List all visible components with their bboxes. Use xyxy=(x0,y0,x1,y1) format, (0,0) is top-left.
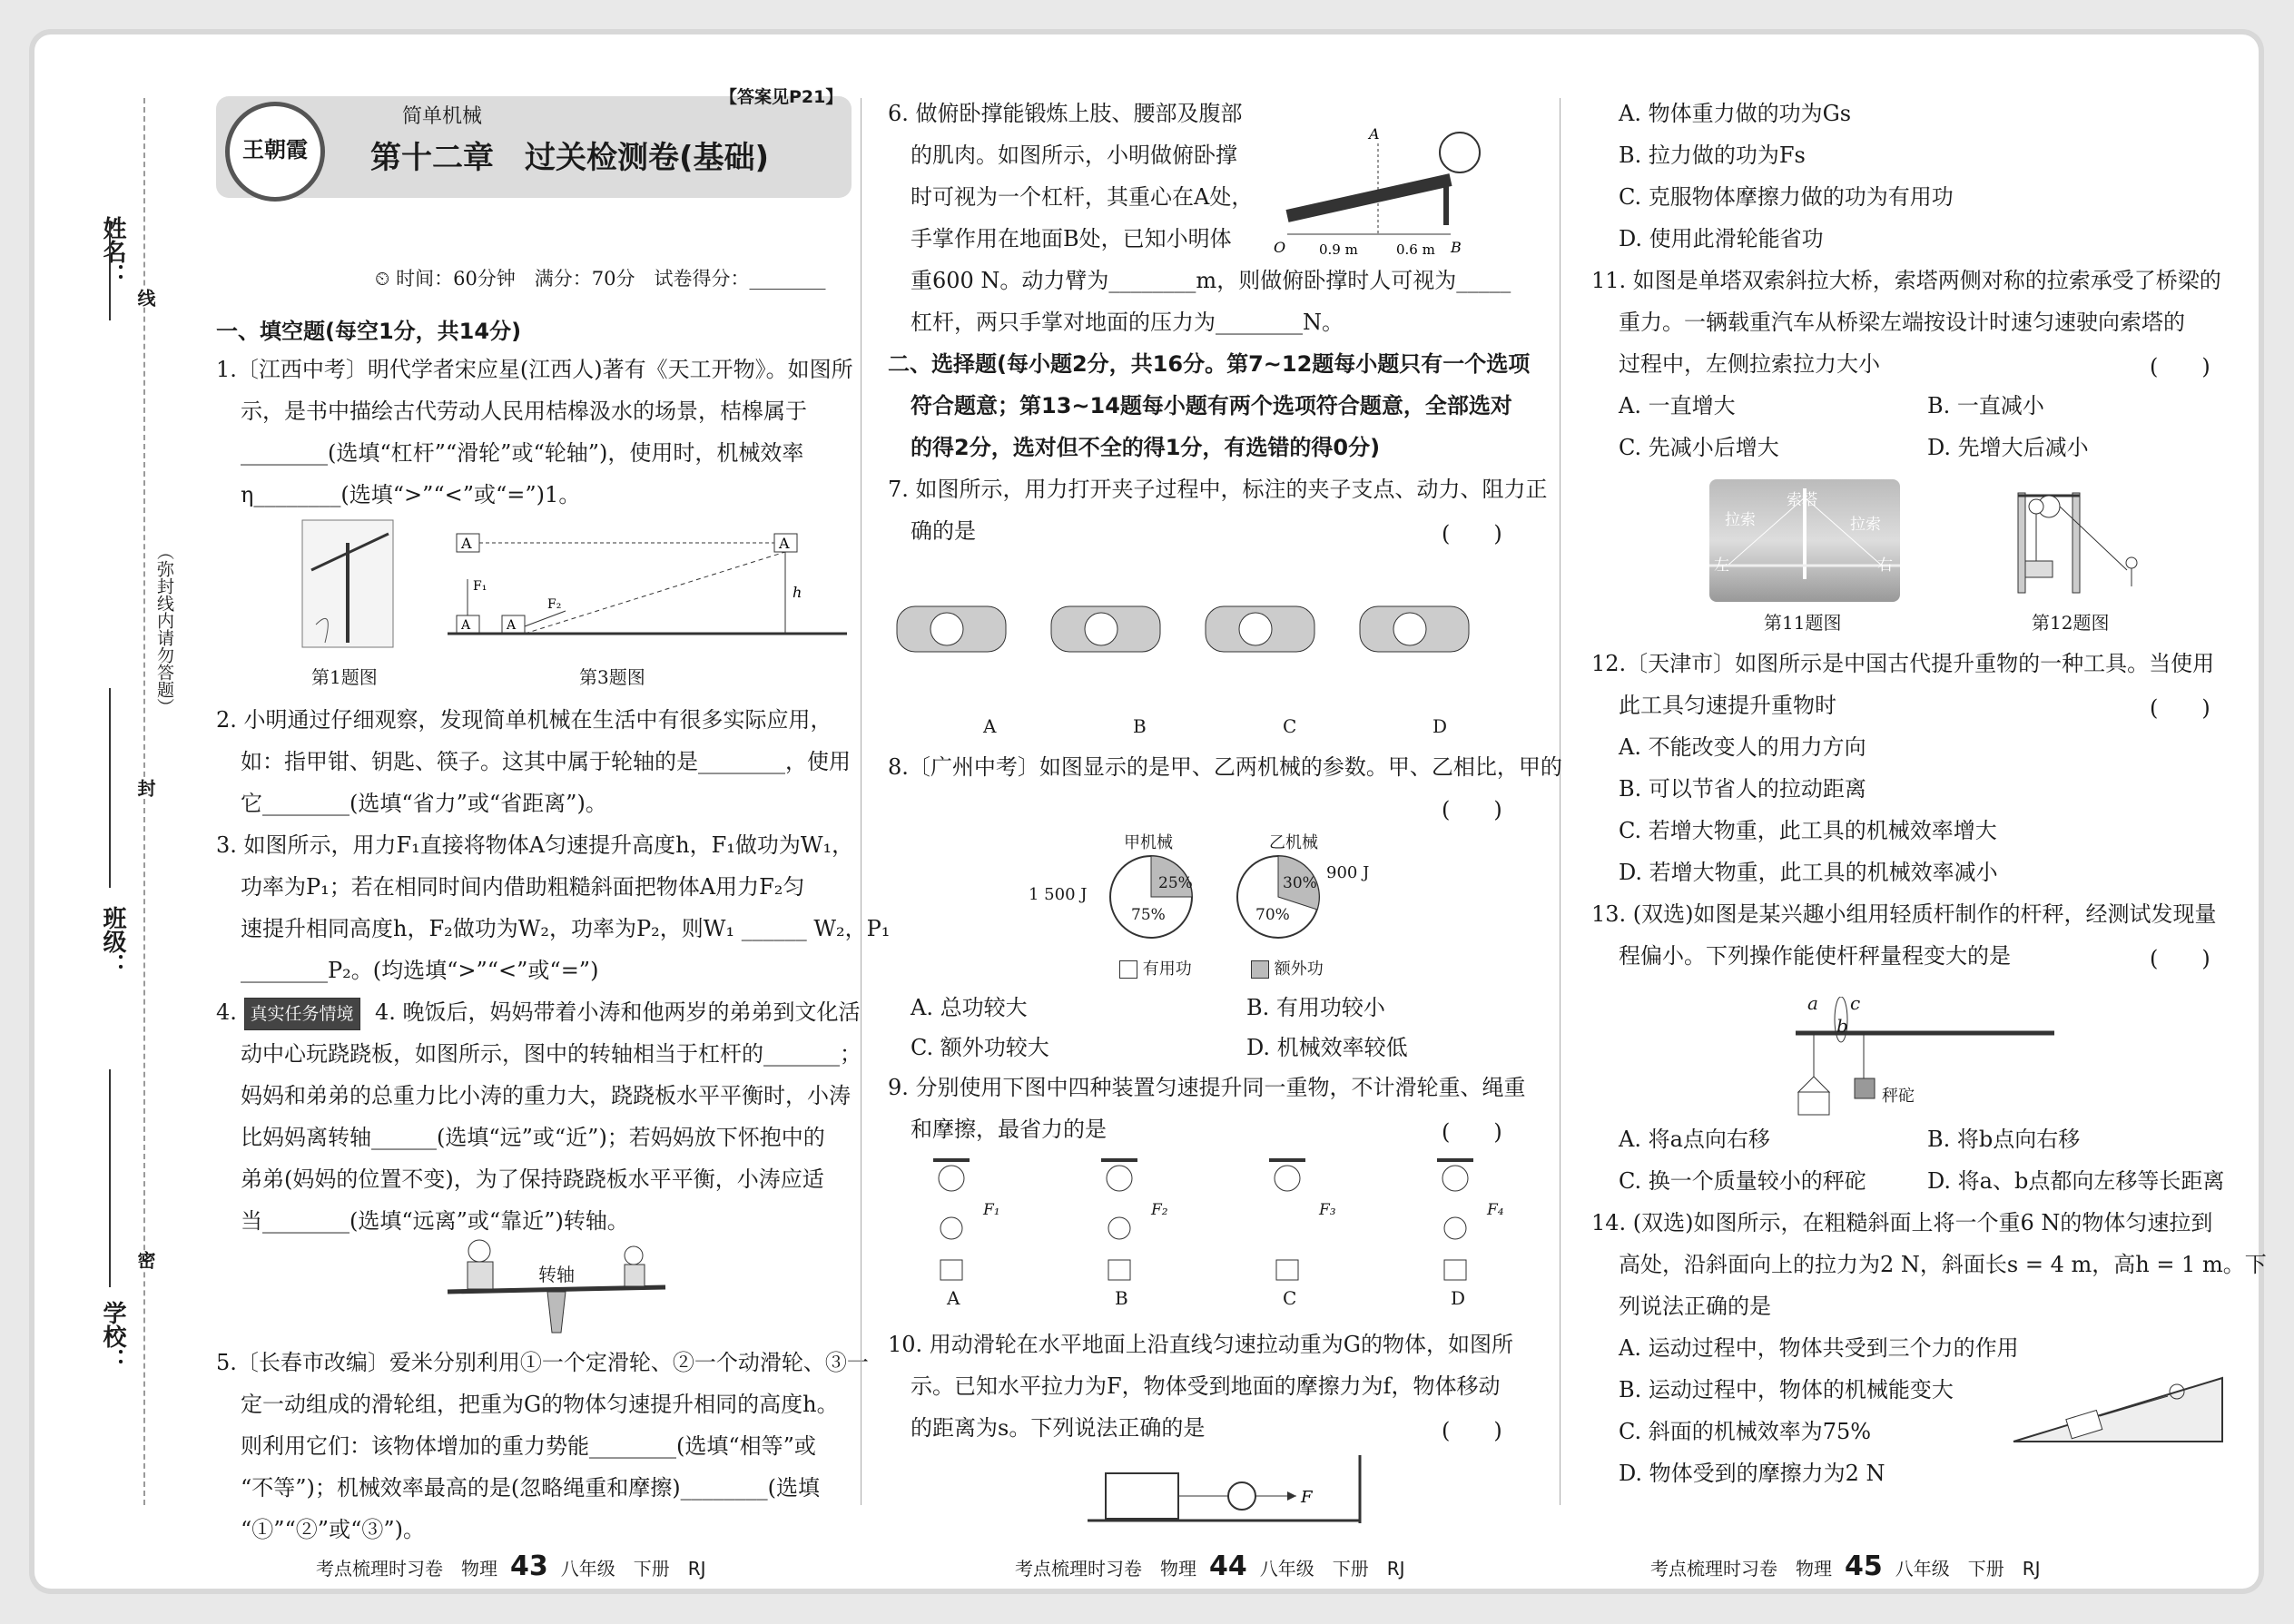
q14-option: A. 运动过程中，物体共受到三个力的作用 xyxy=(1619,1335,2019,1361)
q11-line: 11. 如图是单塔双索斜拉大桥，索塔两侧对称的拉索承受了桥梁的 xyxy=(1591,268,2221,293)
bridge-label-cable-left: 拉索 xyxy=(1725,511,1756,529)
q13-weight-label: 秤砣 xyxy=(1882,1087,1915,1106)
q13-label-c: c xyxy=(1850,992,1861,1014)
q2-line: 2. 小明通过仔细观察，发现简单机械在生活中有很多实际应用， xyxy=(216,707,832,733)
q4-line: 比妈妈离转轴______(选填“远”或“近”)；若妈妈放下怀抱中的 xyxy=(241,1125,825,1150)
q10-line: 的距离为s。下列说法正确的是 xyxy=(911,1415,1206,1441)
q1-line: ________(选填“杠杆”“滑轮”或“轮轴”)，使用时，机械效率 xyxy=(241,440,804,466)
q7-line: 7. 如图所示，用力打开夹子过程中，标注的夹子支点、动力、阻力正 xyxy=(888,477,1548,502)
exam-info: ⏲ 时间：60分钟 满分：70分 试卷得分：________ xyxy=(375,268,826,290)
q9-option-d: D xyxy=(1451,1287,1466,1309)
q3-line: 功率为P₁；若在相同时间内借助粗糙斜面把物体A用力F₂匀 xyxy=(241,874,805,900)
pie-a-total: 1 500 J xyxy=(1029,885,1088,904)
q6-line: 重600 N。动力臂为________m，则做俯卧撑时人可视为_____ xyxy=(911,268,1511,293)
footer-page-43: 考点梳理时习卷 物理 43 八年级 下册 RJ xyxy=(316,1550,706,1582)
q12-option: D. 若增大物重，此工具的机械效率减小 xyxy=(1619,860,1998,885)
q6-label-a: A xyxy=(1369,125,1380,143)
q1-line: η________(选填“>”“<”或“=”)1。 xyxy=(241,482,581,507)
exam-info-text: 时间：60分钟 满分：70分 试卷得分： xyxy=(396,268,750,290)
q10-answer-blank: ( ) xyxy=(1442,1418,1502,1443)
q13-line: 13. (双选)如图是某兴趣小组用轻质杆制作的杆秤，经测试发现量 xyxy=(1591,901,2217,927)
q1-line: 1.〔江西中考〕明代学者宋应星(江西人)著有《天工开物》。如图所 xyxy=(216,357,853,382)
q7-clip-figures xyxy=(892,570,1528,706)
q6-line: 6. 做俯卧撑能锻炼上肢、腰部及腹部 xyxy=(888,101,1243,126)
class-label: 班级： xyxy=(99,906,126,977)
q4-line: 动中心玩跷跷板，如图所示，图中的转轴相当于杠杆的_______； xyxy=(241,1041,861,1067)
q10-figure xyxy=(1088,1446,1387,1528)
q11-line: 过程中，左侧拉索拉力大小 xyxy=(1619,351,1880,377)
q11-option: C. 先减小后增大 xyxy=(1619,435,1779,460)
svg-text:A: A xyxy=(507,618,517,633)
name-label: 姓名： xyxy=(99,216,126,287)
q11-answer-blank: ( ) xyxy=(2150,354,2210,379)
q10-option: C. 克服物体摩擦力做的功为有用功 xyxy=(1619,184,1954,210)
q2-line: 它________(选填“省力”或“省距离”)。 xyxy=(241,791,607,816)
q1-shadoof-figure xyxy=(298,516,398,652)
footer-page-44: 考点梳理时习卷 物理 44 八年级 下册 RJ xyxy=(1015,1550,1405,1582)
q6-line: 杠杆，两只手掌对地面的压力为________N。 xyxy=(911,310,1344,335)
q12-answer-blank: ( ) xyxy=(2150,695,2210,721)
page-number: 45 xyxy=(1845,1550,1883,1582)
q10-line: 10. 用动滑轮在水平地面上沿直线匀速拉动重为G的物体，如图所 xyxy=(888,1332,1513,1357)
bridge-label-tower: 索塔 xyxy=(1787,491,1817,509)
q4-line: 4. 真实任务情境 xyxy=(216,997,360,1030)
section-2-title: 的得2分，选对但不全的得1分，有选错的得0分) xyxy=(911,435,1381,460)
q9-force-f1: F₁ xyxy=(983,1201,1000,1219)
q9-option-a: A xyxy=(947,1287,960,1309)
q10-line: 示。已知水平拉力为F，物体受到地面的摩擦力为f，物体移动 xyxy=(911,1373,1501,1399)
section-2-title: 二、选择题(每小题2分，共16分。第7~12题每小题只有一个选项 xyxy=(888,351,1531,377)
q7-option-d: D xyxy=(1433,715,1448,737)
q14-line: 14. (双选)如图所示，在粗糙斜面上将一个重6 N的物体匀速拉到 xyxy=(1591,1210,2213,1235)
school-label: 学校： xyxy=(99,1301,126,1372)
pie-b-title: 乙机械 xyxy=(1269,833,1318,852)
pie-b-total: 900 J xyxy=(1326,863,1370,882)
q2-line: 如：指甲钳、钥匙、筷子。这其中属于轮轴的是________，使用 xyxy=(241,749,851,774)
svg-text:F₂: F₂ xyxy=(547,597,562,612)
q8-pie-charts xyxy=(1106,851,1324,942)
svg-text:F₁: F₁ xyxy=(473,579,487,594)
legend-useful: 有用功 xyxy=(1119,956,1192,979)
q11-caption: 第11题图 xyxy=(1764,612,1842,634)
q5-line: “不等”)；机械效率最高的是(忽略绳重和摩擦)________(选填 xyxy=(241,1475,820,1501)
q8-line: 8.〔广州中考〕如图显示的是甲、乙两机械的参数。甲、乙相比，甲的 xyxy=(888,754,1562,780)
q11-line: 重力。一辆载重汽车从桥梁左端按设计时速匀速驶向索塔的 xyxy=(1619,310,2185,335)
q8-option: C. 额外功较大 xyxy=(911,1035,1049,1060)
pie-a-extra-label: 25% xyxy=(1158,874,1193,892)
page-number: 43 xyxy=(510,1550,548,1582)
class-blank xyxy=(109,688,111,888)
q8-option: A. 总功较大 xyxy=(911,995,1028,1020)
q13-option: A. 将a点向右移 xyxy=(1619,1127,1770,1152)
svg-text:A: A xyxy=(779,535,790,552)
subject-label: 简单机械 xyxy=(402,105,483,128)
legend-useful-swatch xyxy=(1119,960,1137,979)
q6-line: 时可视为一个杠杆，其重心在A处， xyxy=(911,184,1254,210)
q5-line: 定一动组成的滑轮组，把重为G的物体匀速提升相同的高度h。 xyxy=(241,1392,839,1417)
q13-option: C. 换一个质量较小的秤砣 xyxy=(1619,1168,1866,1194)
page-title: 第十二章 过关检测卷(基础) xyxy=(370,140,770,176)
logo xyxy=(225,102,325,202)
q3-incline-figure xyxy=(448,525,856,652)
bridge-label-cable-right: 拉索 xyxy=(1850,516,1881,534)
q8-answer-blank: ( ) xyxy=(1442,797,1502,822)
q6-pushup-figure xyxy=(1269,89,1505,261)
q13-option: D. 将a、b点都向左移等长距离 xyxy=(1927,1168,2225,1194)
q14-line: 高处，沿斜面向上的拉力为2 N，斜面长s = 4 m，高h = 1 m。下 xyxy=(1619,1252,2267,1277)
q14-line: 列说法正确的是 xyxy=(1619,1294,1771,1319)
q13-option: B. 将b点向右移 xyxy=(1927,1127,2081,1152)
svg-text:A: A xyxy=(461,535,472,552)
q12-windlass-figure xyxy=(2009,479,2163,606)
section-2-title: 符合题意；第13~14题每小题有两个选项符合题意，全部选对 xyxy=(911,393,1512,418)
section-1-title: 一、填空题(每空1分，共14分) xyxy=(216,319,522,344)
pie-a-useful-label: 75% xyxy=(1131,906,1166,924)
q10-option: D. 使用此滑轮能省功 xyxy=(1619,226,1824,251)
q9-line: 和摩擦，最省力的是 xyxy=(911,1117,1107,1142)
q1-caption: 第1题图 xyxy=(311,666,378,688)
binding-line xyxy=(143,98,145,1505)
q14-option: D. 物体受到的摩擦力为2 N xyxy=(1619,1461,1885,1486)
seal-seal-mark: 封 xyxy=(133,779,159,797)
q8-option: B. 有用功较小 xyxy=(1246,995,1385,1020)
q3-caption: 第3题图 xyxy=(579,666,645,688)
q5-line: 5.〔长春市改编〕爱米分别利用①一个定滑轮、②一个动滑轮、③一 xyxy=(216,1350,869,1375)
q12-line: 此工具匀速提升重物时 xyxy=(1619,693,1836,718)
svg-text:B: B xyxy=(1451,239,1462,256)
svg-text:O: O xyxy=(1274,239,1286,256)
binding-note: （弥封线内请勿答题） xyxy=(154,543,174,715)
q12-option: A. 不能改变人的用力方向 xyxy=(1619,734,1866,760)
bridge-label-left: 左 xyxy=(1714,556,1729,575)
q13-answer-blank: ( ) xyxy=(2150,946,2210,971)
q9-option-c: C xyxy=(1283,1287,1297,1309)
q9-force-f3: F₃ xyxy=(1319,1201,1336,1219)
q1-line: 示，是书中描绘古代劳动人民用桔槔汲水的场景，桔槔属于 xyxy=(241,399,807,424)
answer-ref: 【答案见P21】 xyxy=(720,87,843,107)
exam-sheet xyxy=(34,34,2267,1589)
q7-line: 确的是 xyxy=(911,518,976,544)
q7-option-b: B xyxy=(1133,715,1147,737)
bridge-label-right: 右 xyxy=(1877,556,1893,575)
q13-line: 程偏小。下列操作能使杆秤量程变大的是 xyxy=(1619,943,2011,969)
clock-icon: ⏲ xyxy=(375,268,390,290)
school-blank xyxy=(109,1069,111,1287)
page-number: 44 xyxy=(1209,1550,1247,1582)
q4-line: 妈妈和弟弟的总重力比小涛的重力大，跷跷板水平平衡时，小涛 xyxy=(241,1083,851,1108)
footer-page-45: 考点梳理时习卷 物理 45 八年级 下册 RJ xyxy=(1650,1550,2041,1582)
svg-text:h: h xyxy=(793,584,802,601)
q11-option: A. 一直增大 xyxy=(1619,393,1736,418)
q5-line: “①”“②”或“③”)。 xyxy=(241,1517,425,1542)
q10-option: B. 拉力做的功为Fs xyxy=(1619,143,1806,168)
q3-line: ________P₂。(均选填“>”“<”或“=”) xyxy=(241,958,599,983)
q4-line: 4. 晚饭后，妈妈带着小涛和他两岁的弟弟到文化活 xyxy=(375,999,861,1025)
svg-text:A: A xyxy=(461,618,471,633)
q5-line: 则利用它们：该物体增加的重力势能________(选填“相等”或 xyxy=(241,1433,816,1459)
q13-steelyard-figure xyxy=(1791,997,2063,1124)
q7-option-a: A xyxy=(983,715,997,737)
q3-line: 3. 如图所示，用力F₁直接将物体A匀速提升高度h，F₁做功为W₁， xyxy=(216,832,854,858)
legend-extra: 额外功 xyxy=(1251,956,1324,979)
q4-line: 弟弟(妈妈的位置不变)，为了保持跷跷板水平平衡，小涛应适 xyxy=(241,1166,824,1192)
q12-caption: 第12题图 xyxy=(2032,612,2110,634)
q9-force-f4: F₄ xyxy=(1487,1201,1504,1219)
q14-option: C. 斜面的机械效率为75% xyxy=(1619,1419,1872,1444)
q9-force-f2: F₂ xyxy=(1151,1201,1168,1219)
q10-option: A. 物体重力做的功为Gs xyxy=(1619,101,1852,126)
q7-option-c: C xyxy=(1283,715,1297,737)
q11-option: B. 一直减小 xyxy=(1927,393,2044,418)
name-blank xyxy=(109,221,111,320)
seal-dense-mark: 密 xyxy=(133,1251,159,1269)
pie-b-extra-label: 30% xyxy=(1283,874,1317,892)
q14-option: B. 运动过程中，物体的机械能变大 xyxy=(1619,1377,1954,1403)
q13-label-a: a xyxy=(1807,992,1818,1014)
pie-b-useful-label: 70% xyxy=(1255,906,1290,924)
q6-line: 的肌肉。如图所示，小明做俯卧撑 xyxy=(911,143,1237,168)
q3-line: 速提升相同高度h，F₂做功为W₂，功率为P₂，则W₁ ______ W₂，P₁ xyxy=(241,916,891,941)
q9-pulley-figures xyxy=(924,1156,1505,1283)
q9-line: 9. 分别使用下图中四种装置匀速提升同一重物，不计滑轮重、绳重 xyxy=(888,1075,1526,1100)
legend-extra-swatch xyxy=(1251,960,1269,979)
svg-text:F: F xyxy=(1301,1488,1313,1507)
svg-text:0.9 m: 0.9 m xyxy=(1319,241,1358,258)
seal-line-mark: 线 xyxy=(133,289,159,307)
q12-option: C. 若增大物重，此工具的机械效率增大 xyxy=(1619,818,1997,843)
pie-a-title: 甲机械 xyxy=(1124,833,1173,852)
q9-option-b: B xyxy=(1115,1287,1128,1309)
q8-option: D. 机械效率较低 xyxy=(1246,1035,1408,1060)
q12-option: B. 可以节省人的拉动距离 xyxy=(1619,776,1866,802)
q13-label-b: b xyxy=(1836,1015,1848,1037)
q11-option: D. 先增大后减小 xyxy=(1927,435,2089,460)
q6-line: 手掌作用在地面B处，已知小明体 xyxy=(911,226,1232,251)
q4-pivot-label: 转轴 xyxy=(538,1264,575,1285)
q14-incline-figure xyxy=(2004,1351,2231,1451)
q4-line: 当________(选填“远离”或“靠近”)转轴。 xyxy=(241,1208,629,1234)
column-divider xyxy=(1560,98,1561,1505)
svg-text:0.6 m: 0.6 m xyxy=(1396,241,1435,258)
q12-line: 12.〔天津市〕如图所示是中国古代提升重物的一种工具。当使用 xyxy=(1591,651,2215,676)
q7-answer-blank: ( ) xyxy=(1442,521,1502,546)
q9-answer-blank: ( ) xyxy=(1442,1119,1502,1145)
logo-text: 王朝霞 xyxy=(242,136,308,162)
q4-tag: 真实任务情境 xyxy=(244,998,360,1030)
